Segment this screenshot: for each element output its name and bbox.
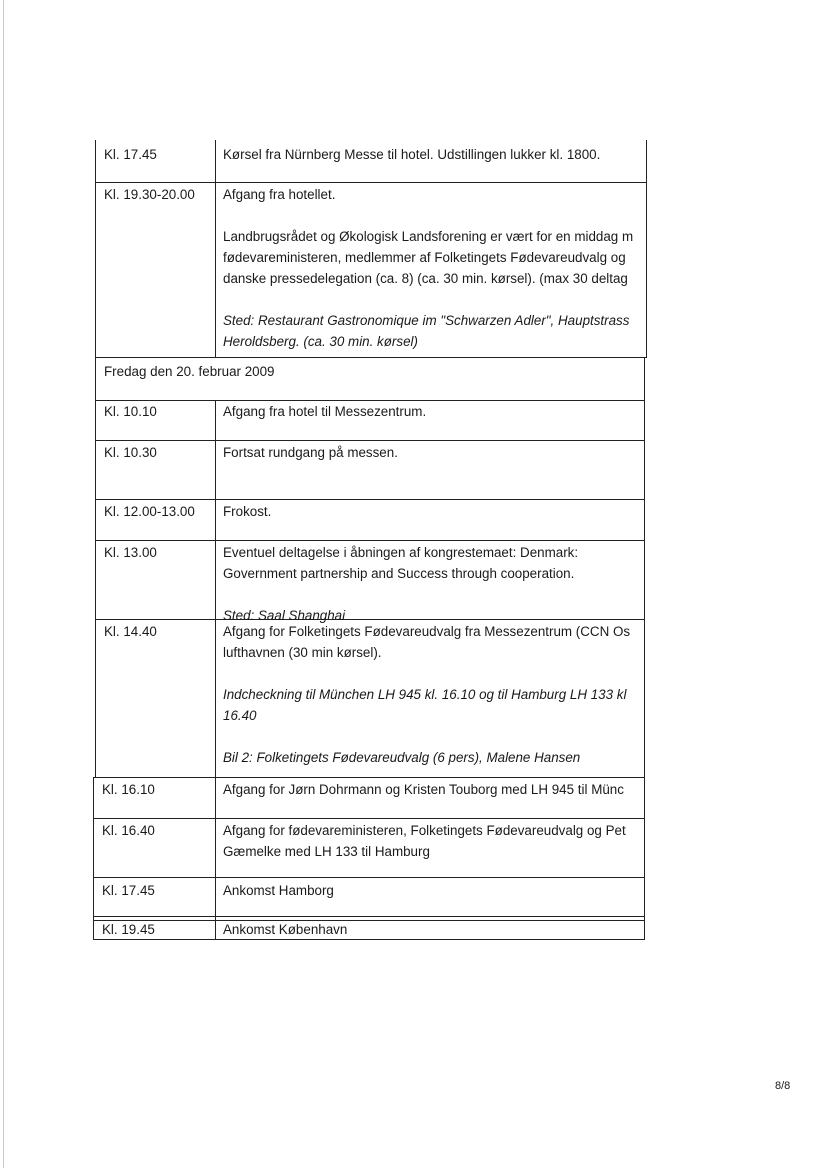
- event-line: Ankomst Hamborg: [223, 883, 334, 898]
- location-line: Sted: Saal Shanghai: [223, 608, 346, 623]
- event-cell: [223, 779, 644, 800]
- event-cell: [223, 621, 644, 768]
- table-rule: [215, 140, 216, 357]
- page-number: 8/8: [775, 1080, 791, 1092]
- time-cell: Kl. 19.45: [102, 922, 155, 937]
- checkin-line: Indcheckning til München LH 945 kl. 16.10 og til Hamburg LH 133 kl: [223, 687, 627, 702]
- table-rule: [93, 916, 645, 917]
- time-cell: Kl. 16.10: [102, 782, 155, 797]
- time-cell: Kl. 10.10: [104, 404, 157, 419]
- event-cell: [223, 144, 644, 165]
- event-cell: [223, 501, 644, 522]
- event-cell: [223, 820, 644, 862]
- event-cell: [223, 184, 644, 352]
- table-rule: [93, 877, 645, 878]
- time-cell: Kl. 12.00-13.00: [104, 504, 195, 519]
- event-line: Ankomst København: [223, 922, 348, 937]
- event-line: Landbrugsrådet og Økologisk Landsforening er vært for en middag m: [223, 229, 634, 244]
- event-cell: [223, 542, 644, 626]
- event-line: Kørsel fra Nürnberg Messe til hotel. Udstillingen lukker kl. 1800.: [223, 147, 601, 162]
- table-rule: [93, 777, 94, 940]
- table-rule: [95, 540, 645, 541]
- event-line: Afgang for Jørn Dohrmann og Kristen Touborg med LH 945 til Münc: [223, 782, 624, 797]
- event-cell: [223, 880, 644, 901]
- event-line: Gæmelke med LH 133 til Hamburg: [223, 844, 430, 859]
- event-line: lufthavnen (30 min kørsel).: [223, 645, 382, 660]
- time-cell: Kl. 17.45: [104, 147, 157, 162]
- event-cell: [223, 920, 644, 940]
- time-cell: Kl. 17.45: [102, 883, 155, 898]
- event-line: Frokost.: [223, 504, 272, 519]
- event-line: Afgang fra hotel til Messezentrum.: [223, 404, 427, 419]
- event-cell: [223, 442, 644, 463]
- location-line: Heroldsberg. (ca. 30 min. kørsel): [223, 334, 418, 349]
- location-line: Sted: Restaurant Gastronomique im "Schwarzen Adler", Hauptstrass: [223, 313, 630, 328]
- time-cell: Kl. 10.30: [104, 445, 157, 460]
- event-line: fødevareministeren, medlemmer af Folketingets Fødevareudvalg og: [223, 250, 626, 265]
- time-cell: Kl. 19.30-20.00: [104, 187, 195, 202]
- table-rule: [95, 182, 647, 183]
- table-rule: [215, 400, 216, 940]
- event-line: Afgang for Folketingets Fødevareudvalg fra Messezentrum (CCN Os: [223, 624, 631, 639]
- car-line: Bil 2: Folketingets Fødevareudvalg (6 pers), Malene Hansen: [223, 750, 581, 765]
- day-heading: Fredag den 20. februar 2009: [104, 364, 275, 379]
- table-rule: [93, 777, 645, 778]
- event-line: Afgang fra hotellet.: [223, 187, 336, 202]
- time-cell: Kl. 13.00: [104, 545, 157, 560]
- event-line: Government partnership and Success through cooperation.: [223, 566, 575, 581]
- time-cell: Kl. 16.40: [102, 823, 155, 838]
- table-rule: [93, 818, 645, 819]
- scan-edge-line: [3, 0, 4, 1168]
- time-cell: Kl. 14.40: [104, 624, 157, 639]
- event-line: Eventuel deltagelse i åbningen af kongrestemaet: Denmark:: [223, 545, 579, 560]
- table-rule: [95, 499, 645, 500]
- event-line: Fortsat rundgang på messen.: [223, 445, 398, 460]
- table-rule: [646, 140, 647, 357]
- event-line: Afgang for fødevareministeren, Folketingets Fødevareudvalg og Pet: [223, 823, 626, 838]
- checkin-line: 16.40: [223, 708, 257, 723]
- table-rule: [95, 440, 645, 441]
- table-rule: [95, 140, 96, 777]
- event-cell: [223, 401, 644, 422]
- table-rule: [644, 357, 645, 940]
- table-rule: [95, 357, 647, 358]
- event-line: danske pressedelegation (ca. 8) (ca. 30 min. kørsel). (max 30 deltag: [223, 271, 628, 286]
